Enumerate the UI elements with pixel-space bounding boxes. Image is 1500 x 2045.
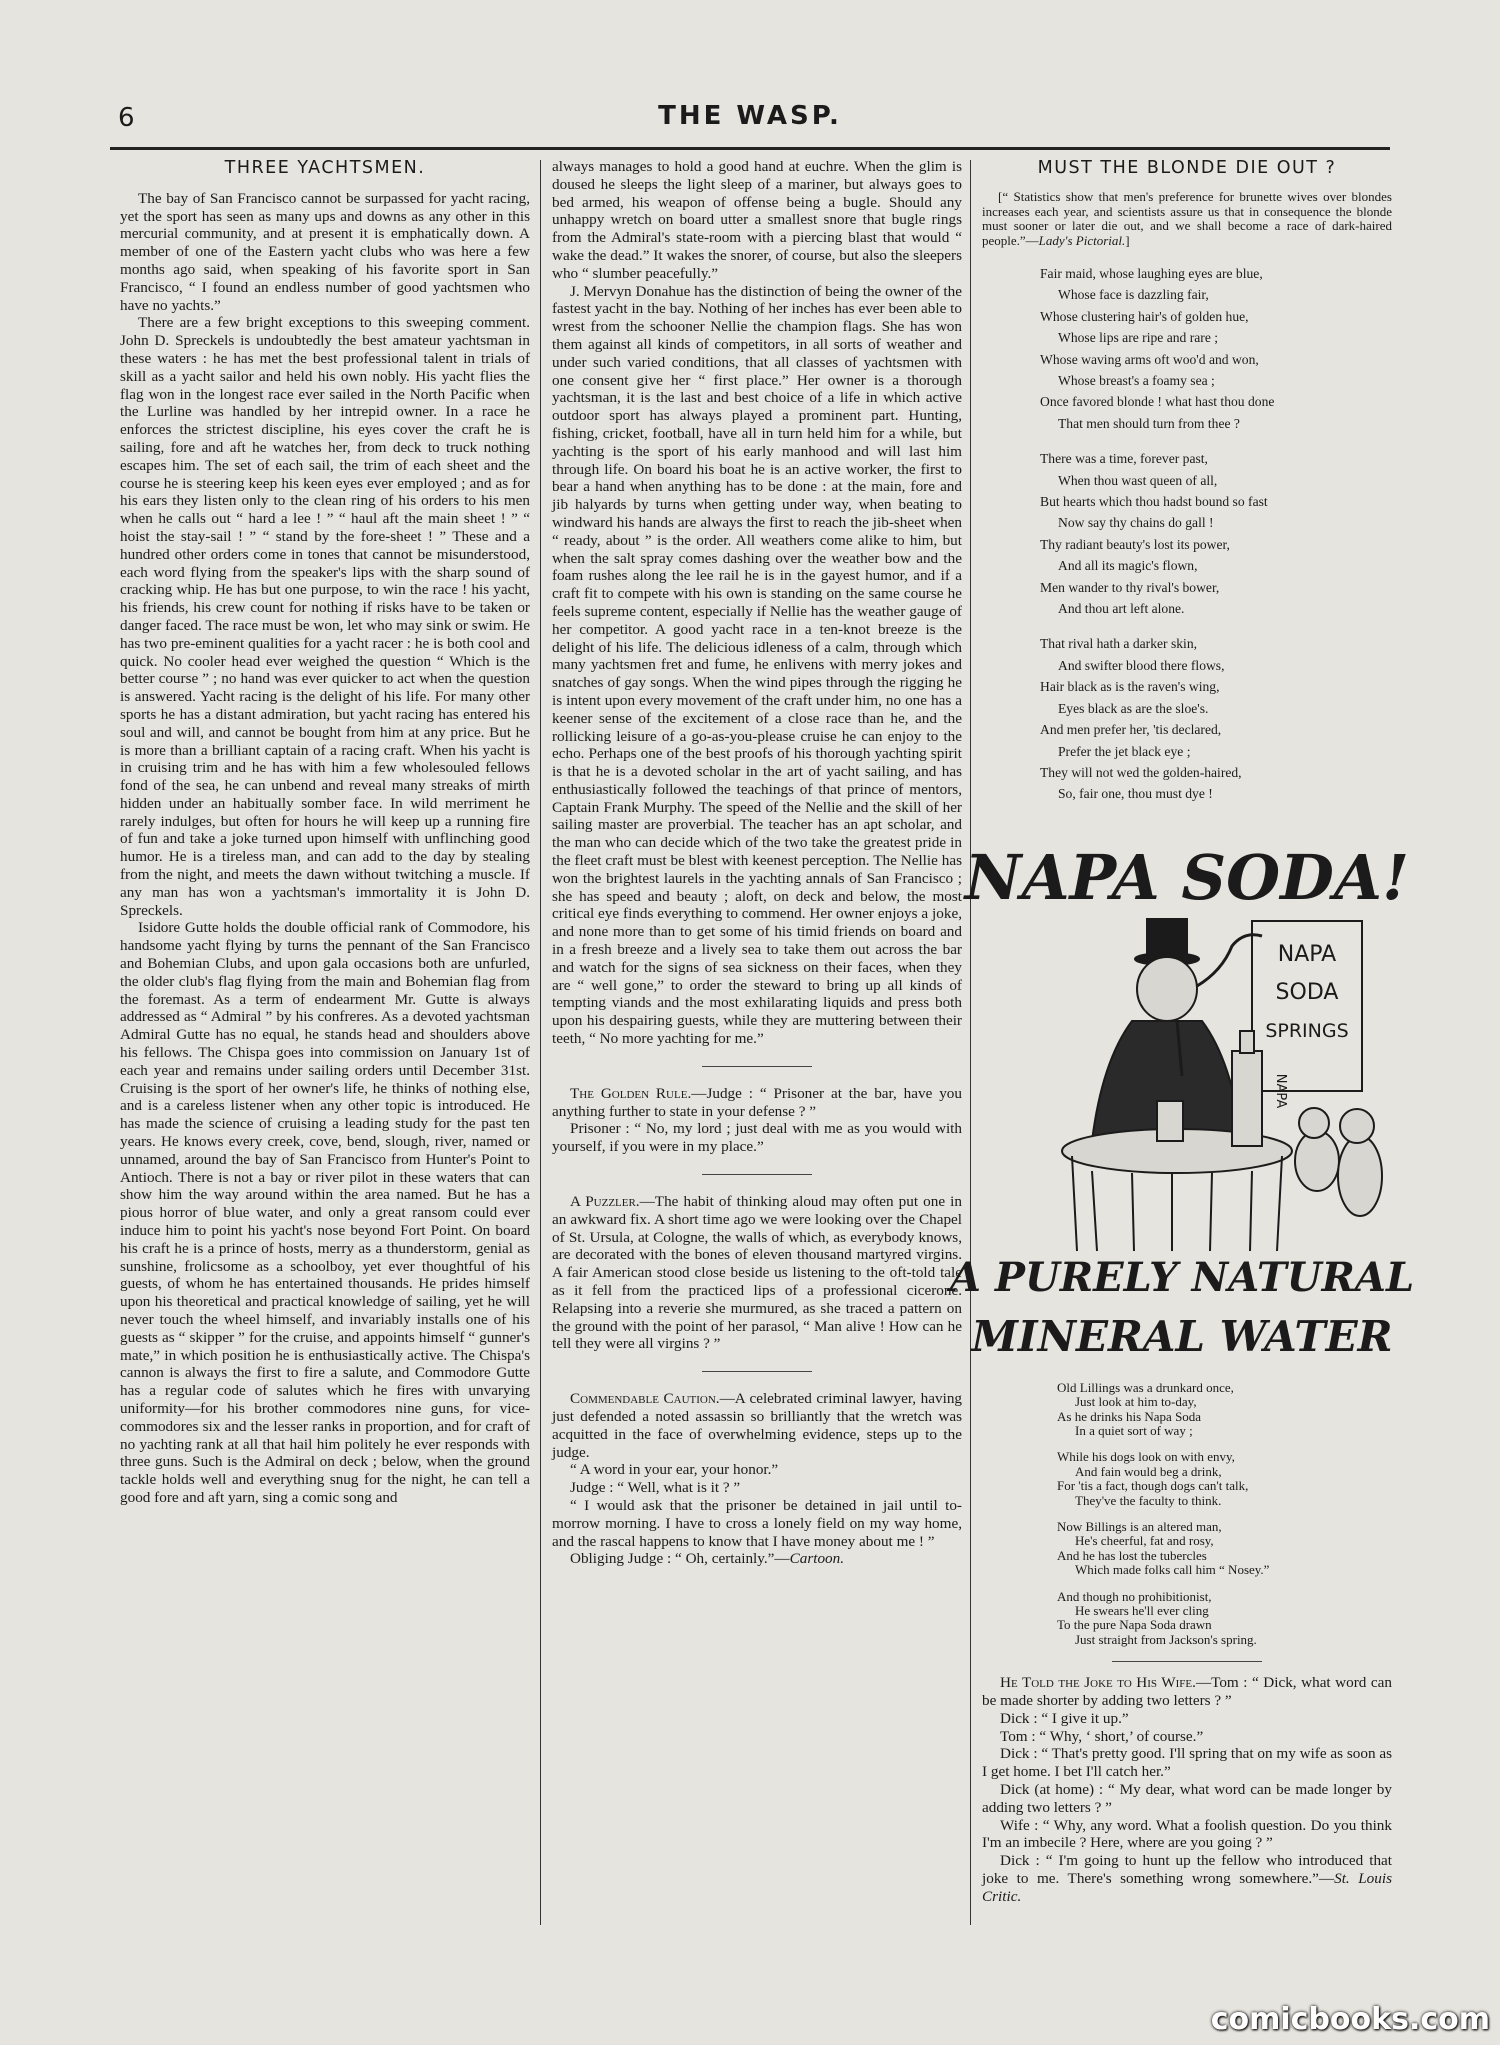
poem-stanza (1040, 263, 1392, 434)
page-header (110, 95, 1390, 155)
poem-line: That men should turn from thee ? (1058, 415, 1240, 431)
poem-body (1040, 263, 1392, 805)
dialogue-line: Dick : “ I give it up.” (1000, 1709, 1129, 1727)
poem-line: Whose breast's a foamy sea ; (1058, 373, 1215, 389)
poem-line: Men wander to thy rival's bower, (1040, 579, 1220, 595)
dogs-icon (1295, 1108, 1382, 1216)
ad-tagline: A PURELY NATURAL (949, 1253, 1415, 1301)
poem-epigraph (982, 190, 1392, 249)
epigraph-text: [“ Statistics show that men's preference for brunette wives over blondes increases each year, and scientists assure us that in consequence the blonde must sooner or later die out, and we shall become a race of dark-haired people.”— (982, 188, 1392, 249)
epigraph-source: Lady's Pictorial. (1038, 233, 1126, 249)
article-paragraph: J. Mervyn Donahue has the distinction of being the owner of the fastest yacht in the bay. Nothing of her inches has ever been able to wrest from the schooner Nellie the champion flags. She has won them against all kinds of competitors, in all sorts of weather and under such varied conditions, that all classes of yachtsmen with one consent give her “ first place.” Her owner is a thorough yachtsman, it is the last and best choice of a life in which active outdoor sport has always played a prominent part. Hunting, fishing, cricket, football, have all in turn held him for a while, but yachting is the sport of his early manhood and will last him through life. On board his boat he is an active worker, the first to bear a hand when anything has to be done : at the main, fore and jib halyards by turns when getting under way, when beating to windward his hands are always the first to reach the jib-sheet when “ ready, about ” is the order. All weathers come alike to him, but when the salt spray comes dashing over the weather bow and the foam rushes along the lee rail he is in the gayest humor, and if a craft fit to compete with his own is standing on the same course he feels supreme content, especially if Nellie has the weather gauge of her competitor. A good yacht race in a ten-knot breeze is the delight of his life. The delicious idleness of a calm, through which many yachtsmen fret and fume, he enlivens with merry jokes and snatches of gay songs. When the wind pipes through the rigging he is intent upon every movement of the craft under him, no one has a keener sense of the excitement of a close race than he, and the rollicking leisure of a go-as-you-please cruise he can enjoy to the echo. Perhaps one of the best proofs of his thorough yachting spirit is that he is a devoted scholar in the art of yacht sailing, and has enthusiastically followed the teachings of that prince of mentors, Captain Frank Murphy. The speed of the Nellie and the skill of her sailing master are proverbial. The teacher has an apt scholar, and the man who can decide which of the two take the greatest pride in the fleet craft must be blest with keenest perception. The Nellie has won the brightest laurels in the yachting annals of San Francisco ; she has speed and beauty ; aloft, on deck and below, the most critical eye finds everything to commend. Her owner enjoys a joke, and none more than to get some of his timid friends on board and in a fresh breeze and a lively sea to take them out across the bar and watch for the signs of sea sickness on their faces, when they are “ well gone,” to order the steward to bring up all kinds of tempting viands and the most exhilarating liquids and press both upon his despairing guests, while they are muttering between their teeth, “ No more yachting for me.” (552, 282, 962, 1048)
poem-stanza (1057, 1590, 1392, 1648)
poem-line: And though no prohibitionist, (1057, 1588, 1212, 1604)
dialogue-line: Wife : “ Why, any word. What a foolish question. Do you think I'm an imbecile ? Here, where are you going ? ” (982, 1816, 1392, 1852)
masthead: THE WASP. (658, 101, 842, 131)
poem-line: Once favored blonde ! what hast thou done (1040, 394, 1275, 410)
joke-item (982, 1674, 1392, 1710)
separator-rule (1112, 1661, 1262, 1662)
dialogue-line: Tom : “ Why, ‘ short,’ of course.” (1000, 1727, 1204, 1745)
bottle-label: NAPA (1273, 1073, 1288, 1108)
separator-rule (702, 1174, 812, 1175)
dialogue-line (552, 1550, 962, 1568)
dialogue-text: Obliging Judge : “ Oh, certainly.”— (570, 1550, 790, 1568)
dialogue-line: “ A word in your ear, your honor.” (570, 1461, 779, 1479)
poem-line: And fain would beg a drink, (1075, 1463, 1222, 1479)
ad-tagline: MINERAL WATER (971, 1311, 1393, 1361)
dialogue-line (982, 1852, 1392, 1905)
dialogue-line: Dick (at home) : “ My dear, what word can be made longer by adding two letters ? ” (982, 1781, 1392, 1816)
item-heading: A Puzzler. (570, 1193, 640, 1211)
poem-line: Old Lillings was a drunkard once, (1057, 1379, 1234, 1395)
poem-line: They will not wed the golden-haired, (1040, 764, 1242, 780)
poem-line: Eyes black as are the sloe's. (1058, 700, 1209, 716)
separator-rule (702, 1371, 812, 1372)
golden-rule-item (552, 1085, 962, 1121)
article-paragraph: There are a few bright exceptions to this sweeping comment. John D. Spreckels is undoubtedly the best amateur yachtsman in these waters : he has met the best professional talent in trials of skill as a yacht sailor and held his own nobly. His yacht flies the flag won in the longest race ever sailed in the North Pacific when the Lurline was handled by her intrepid owner. In a race he enforces the strictest discipline, his eyes cover the craft he is sailing, fore and aft he watches her, from deck to truck nothing escapes him. The set of each sail, the trim of each sheet and the course he is steering keep his keen eyes ever employed ; and as for his ears they listen only to the clean ring of his orders to his men when he calls out “ hard a lee ! ” “ haul aft the main sheet ! ” “ hoist the stay-sail ! ” “ stand by the fore-sheet ! ” These and a hundred other orders come in tones that cannot be misunderstood, each word flying from the speaker's lips with the sharp sound of cracking whip. He has but one purpose, to win the race ! his yacht, his friends, his crew count for nothing if risks have to be taken or danger faced. The race must be won, let who may sink or swim. He has two pre-eminent qualities for a yacht racer : he is both cool and quick. No cooler head ever weighed the question “ Which is the better course ” ; no hand was ever quicker to act when the question is answered. Yacht racing is the delight of his life. For many other sports he has a distant admiration, but yacht racing has entered his soul and will, and cannot be bought from him at any price. But he is more than a brilliant captain of a racing craft. When his yacht is in cruising trim and he has with him a few wholesouled fellows fond of the sea, he can unbend and reveal many streaks of mirth hidden under an habitually somber face. In wild merriment he rarely indulges, but often for hours he will keep up a running fire of fun and take a joke turned upon himself with unflinching good humor. He is a tireless man, and can add to the day by stealing from the night, and meets the dawn without twitching a muscle. If any man has won a yachtsman's immortality it is John D. Spreckels. (120, 314, 530, 919)
poem-line: While his dogs look on with envy, (1057, 1449, 1235, 1465)
ad-headline: NAPA SODA! (964, 840, 1410, 914)
sign-line: SPRINGS (1265, 1019, 1349, 1042)
poem-stanza (1040, 448, 1392, 619)
dialogue-line: Dick : “ That's pretty good. I'll spring that on my wife as soon as I get home. I bet I'll catch her.” (982, 1745, 1392, 1781)
dialogue-line: “ I would ask that the prisoner be detained in jail until to-morrow morning. I have to cross a lonely field on my way home, and the rascal happens to know that I have money about me ! ” (552, 1496, 962, 1550)
item-text: —A celebrated criminal lawyer, having just defended a noted assassin so brilliantly that the wretch was acquitted in the face of overwhelming evidence, steps up to the judge. (552, 1390, 963, 1461)
poem-line: He swears he'll ever cling (1075, 1603, 1209, 1619)
item-text: —Tom : “ Dick, what word can be made shorter by adding two letters ? ” (982, 1674, 1392, 1710)
site-watermark: comicbooks.com (1210, 2002, 1490, 2037)
poem-line: Fair maid, whose laughing eyes are blue, (1040, 265, 1263, 281)
poem-stanza (1057, 1520, 1392, 1578)
poem-line: When thou wast queen of all, (1058, 472, 1218, 488)
item-text: —Judge : “ Prisoner at the bar, have you anything further to state in your defense ? ” (552, 1084, 962, 1120)
column-divider (540, 160, 541, 1925)
poem-line: That rival hath a darker skin, (1040, 636, 1198, 652)
puzzler-item (552, 1193, 962, 1353)
item-source: St. Louis Critic. (982, 1870, 1392, 1905)
separator-rule (702, 1066, 812, 1067)
poem-stanza (1040, 633, 1392, 804)
bottle-icon (1232, 1031, 1288, 1146)
poem-line: And he has lost the tubercles (1057, 1547, 1207, 1563)
poem-line: And all its magic's flown, (1058, 558, 1198, 574)
item-source: Cartoon. (789, 1550, 845, 1568)
article-title: THREE YACHTSMEN. (224, 158, 426, 178)
poem-title: MUST THE BLONDE DIE OUT ? (1037, 158, 1337, 178)
poem-stanza (1057, 1450, 1392, 1508)
epigraph-end: ] (1125, 233, 1130, 249)
dialogue-line: Judge : “ Well, what is it ? ” (570, 1479, 741, 1497)
ad-poem (1057, 1381, 1392, 1648)
poem-line: Whose face is dazzling fair, (1058, 287, 1209, 303)
page-number: 6 (118, 103, 135, 133)
item-heading: Commendable Caution. (570, 1390, 720, 1408)
sign-line: SODA (1275, 979, 1339, 1005)
article-paragraph: always manages to hold a good hand at euchre. When the glim is doused he sleeps the light sleep of a mariner, but always goes to bed armed, his weapon of offense being a bugle. Should any unhappy wretch on board utter a smallest snore that bugle rings from the Admiral's state-room with a piercing blast that would “ wake the dead.” It wakes the snorer, of course, but also the sleepers who “ slumber peacefully.” (552, 158, 962, 282)
item-heading: He Told the Joke to His Wife. (1000, 1674, 1196, 1692)
sign-line: NAPA (1277, 941, 1337, 967)
item-text: —The habit of thinking aloud may often put one in an awkward fix. A short time ago we were looking over the Chapel of St. Ursula, at Cologne, the walls of which, as everybody knows, are decorated with the bones of eleven thousand martyred virgins. A fair American stood close beside us listening to the oft-told tale as it fell from the practiced lips of a professional cicerone. Relapsing into a reverie she murmured, as she traced a pattern on the ground with the point of her parasol, “ Man alive ! How can he tell they were all virgins ? ” (552, 1193, 962, 1353)
poem-stanza (1057, 1381, 1392, 1439)
article-paragraph: Isidore Gutte holds the double official rank of Commodore, his handsome yacht flying by turns the pennant of the San Francisco and Bohemian Clubs, and upon gala occasions both are unfurled, the older club's flag flying from the main and Bohemian flag from the foremast. As a term of endearment Mr. Gutte is always addressed as “ Admiral ” by his confreres. As a devoted yachtsman Admiral Gutte has no equal, he stands head and shoulders above his fellows. The Chispa goes into commission on January 1st of each year and remains under sailing orders until December 31st. Cruising is the sport of her owner's life, he thinks of nothing else, and is a careless listener when any other topic is introduced. He has made the science of cruising a leading study for the past ten years. He knows every creek, cove, bend, slough, river, named or unnamed, around the bay of San Francisco from Hunter's Point to Antioch. There is not a bay or river pilot in these waters that can show him the way around within the area named. But he has a pious horror of blue water, and only a great ransom could ever induce him to point his yacht's nose beyond Fort Point. On board his craft he is a prince of hosts, merry as a thunderstorm, genial as sunshine, frolicsome as a schoolboy, yet ever thoughtful of his guests, of whom he has entertained thousands. He prides himself upon his theoretical and practical knowledge of sailing, yet he will never touch the wheel himself, and invariably installs one of his guests as “ skipper ” for the cruise, and appoints himself “ gunner's mate,” in which position he is enthusiastically active. The Chispa's cannon is always the first to fire a salute, and Commodore Gutte has a regular code of salutes which he fires with unvarying uniformity—for his brother commodores nine guns, for vice-commodores six and the lesser ranks in proportion, and for craft of no yachting rank at all that hail him politely he ever responds with three guns. Such is the Admiral on deck ; below, when the ground tackle holds well and everything snug for the night, he can tell a good fore and aft yarn, sing a comic song and (120, 919, 530, 1506)
advertisement-illustration (949, 821, 1415, 1381)
poem-line: So, fair one, thou must dye ! (1058, 786, 1213, 802)
poem-line: Now Billings is an altered man, (1057, 1518, 1222, 1534)
poem-line: And thou art left alone. (1058, 601, 1185, 617)
poem-line: In a quiet sort of way ; (1075, 1422, 1193, 1438)
poem-line: To the pure Napa Soda drawn (1057, 1617, 1212, 1633)
poem-line: For 'tis a fact, though dogs can't talk, (1057, 1478, 1249, 1494)
poem-line: There was a time, forever past, (1040, 451, 1208, 467)
poem-line: And men prefer her, 'tis declared, (1040, 722, 1222, 738)
poem-line: Prefer the jet black eye ; (1058, 743, 1191, 759)
poem-line: But hearts which thou hadst bound so fast (1040, 494, 1268, 510)
poem-line: Whose waving arms oft woo'd and won, (1040, 351, 1259, 367)
item-heading: The Golden Rule. (570, 1084, 692, 1102)
column-divider (970, 160, 971, 1925)
poem-line: Whose lips are ripe and rare ; (1058, 330, 1219, 346)
poem-line: Thy radiant beauty's lost its power, (1040, 536, 1230, 552)
napa-soda-advertisement (949, 821, 1415, 1381)
poem-line: He's cheerful, fat and rosy, (1075, 1533, 1214, 1549)
poem-line: And swifter blood there flows, (1058, 657, 1225, 673)
dialogue-text: Dick : “ I'm going to hunt up the fellow who introduced that joke to me. There's something wrong somewhere.”— (982, 1852, 1392, 1887)
poem-line: Which made folks call him “ Nosey.” (1075, 1562, 1270, 1578)
poem-line: Just straight from Jackson's spring. (1075, 1631, 1257, 1647)
poem-line: As he drinks his Napa Soda (1057, 1408, 1202, 1424)
poem-column (949, 158, 1415, 1906)
poem-line: They've the faculty to think. (1075, 1492, 1222, 1508)
header-rule (110, 147, 1390, 150)
poem-line: Whose clustering hair's of golden hue, (1040, 308, 1249, 324)
article-continuation (552, 158, 962, 1568)
poem-line: Just look at him to-day, (1075, 1394, 1197, 1410)
caution-item (552, 1390, 962, 1461)
poem-line: Now say thy chains do gall ! (1058, 515, 1214, 531)
article-three-yachtsmen (120, 158, 530, 1507)
golden-rule-reply: Prisoner : “ No, my lord ; just deal with me as you would with yourself, if you were in my place.” (552, 1120, 962, 1156)
poem-line: Hair black as is the raven's wing, (1040, 679, 1220, 695)
article-paragraph: The bay of San Francisco cannot be surpassed for yacht racing, yet the sport has seen as many ups and downs as any other in this mercurial community, and at present it is emphatically down. A member of one of the Eastern yacht clubs who was here a few months ago said, when speaking of his favorite sport in San Francisco, “ I found an endless number of good yachtsmen who have no yachts.” (120, 189, 530, 314)
